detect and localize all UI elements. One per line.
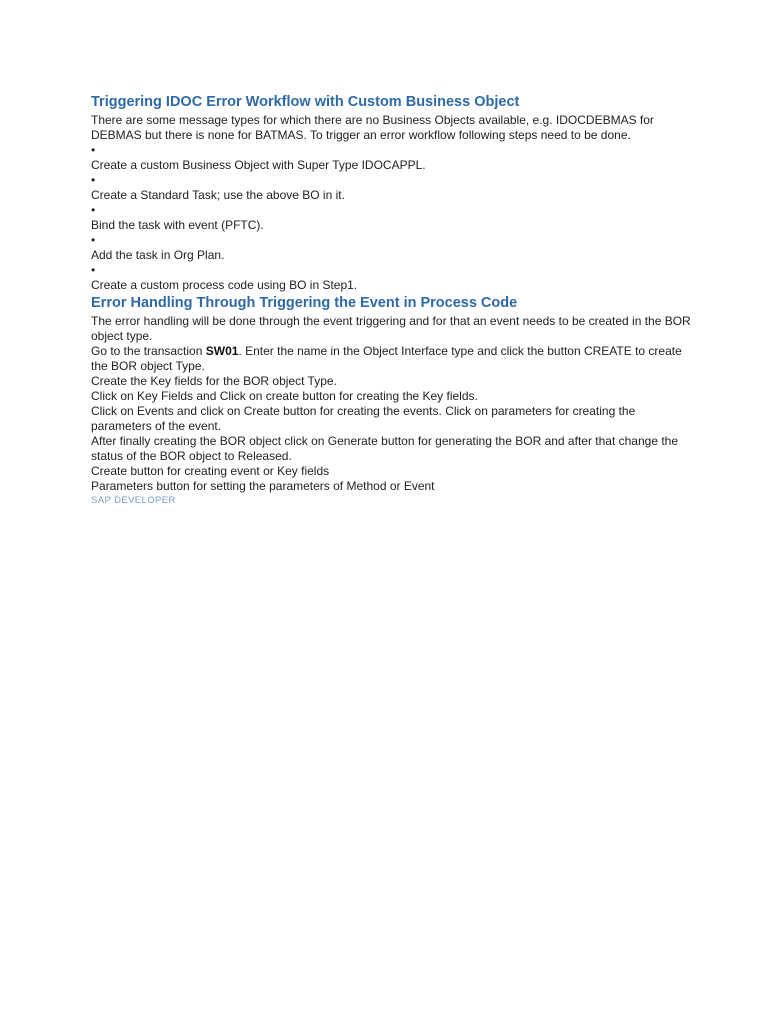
step-item: Create a Standard Task; use the above BO in it. — [91, 188, 345, 202]
instruction-line: Click on Key Fields and Click on create button for creating the Key fields. — [91, 389, 478, 403]
transaction-instruction — [91, 344, 691, 374]
document-body — [91, 92, 691, 507]
transaction-prefix: Go to the transaction — [91, 344, 206, 358]
instruction-line: Create the Key fields for the BOR object Type. — [91, 374, 337, 388]
instruction-line: Parameters button for setting the parameters of Method or Event — [91, 479, 435, 493]
instruction-line: Create button for creating event or Key fields — [91, 464, 330, 478]
bullet-point: • — [91, 143, 96, 157]
transaction-code: SW01 — [205, 344, 239, 358]
bullet-point: • — [91, 263, 96, 277]
step-item: Bind the task with event (PFTC). — [91, 218, 264, 232]
bullet-point: • — [91, 173, 96, 187]
footer-label: SAP DEVELOPER — [91, 495, 176, 506]
instruction-line: After finally creating the BOR object click on Generate button for generating the BOR and after that change the status of the BOR object to Released. — [91, 434, 679, 463]
bullet-point: • — [91, 233, 96, 247]
step-item: Create a custom process code using BO in Step1. — [91, 278, 358, 292]
steps-list — [91, 143, 691, 293]
section-heading-idoc-error-workflow: Triggering IDOC Error Workflow with Custom Business Object — [91, 94, 520, 110]
section-intro-paragraph: There are some message types for which there are no Business Objects available, e.g. IDOCDEBMAS for DEBMAS but there is none for BATMAS. To trigger an error workflow following steps need to be done. — [91, 113, 654, 142]
section-heading-error-handling: Error Handling Through Triggering the Event in Process Code — [91, 295, 518, 311]
bullet-point: • — [91, 203, 96, 217]
step-item: Create a custom Business Object with Super Type IDOCAPPL. — [91, 158, 426, 172]
section-intro-paragraph: The error handling will be done through the event triggering and for that an event needs to be created in the BOR object type. — [91, 314, 691, 343]
transaction-suffix: . Enter the name in the Object Interface type and click the button CREATE to create the BOR object Type. — [91, 344, 682, 373]
step-item: Add the task in Org Plan. — [91, 248, 225, 262]
instruction-line: Click on Events and click on Create button for creating the events. Click on parameters for creating the parameters of the event. — [91, 404, 636, 433]
